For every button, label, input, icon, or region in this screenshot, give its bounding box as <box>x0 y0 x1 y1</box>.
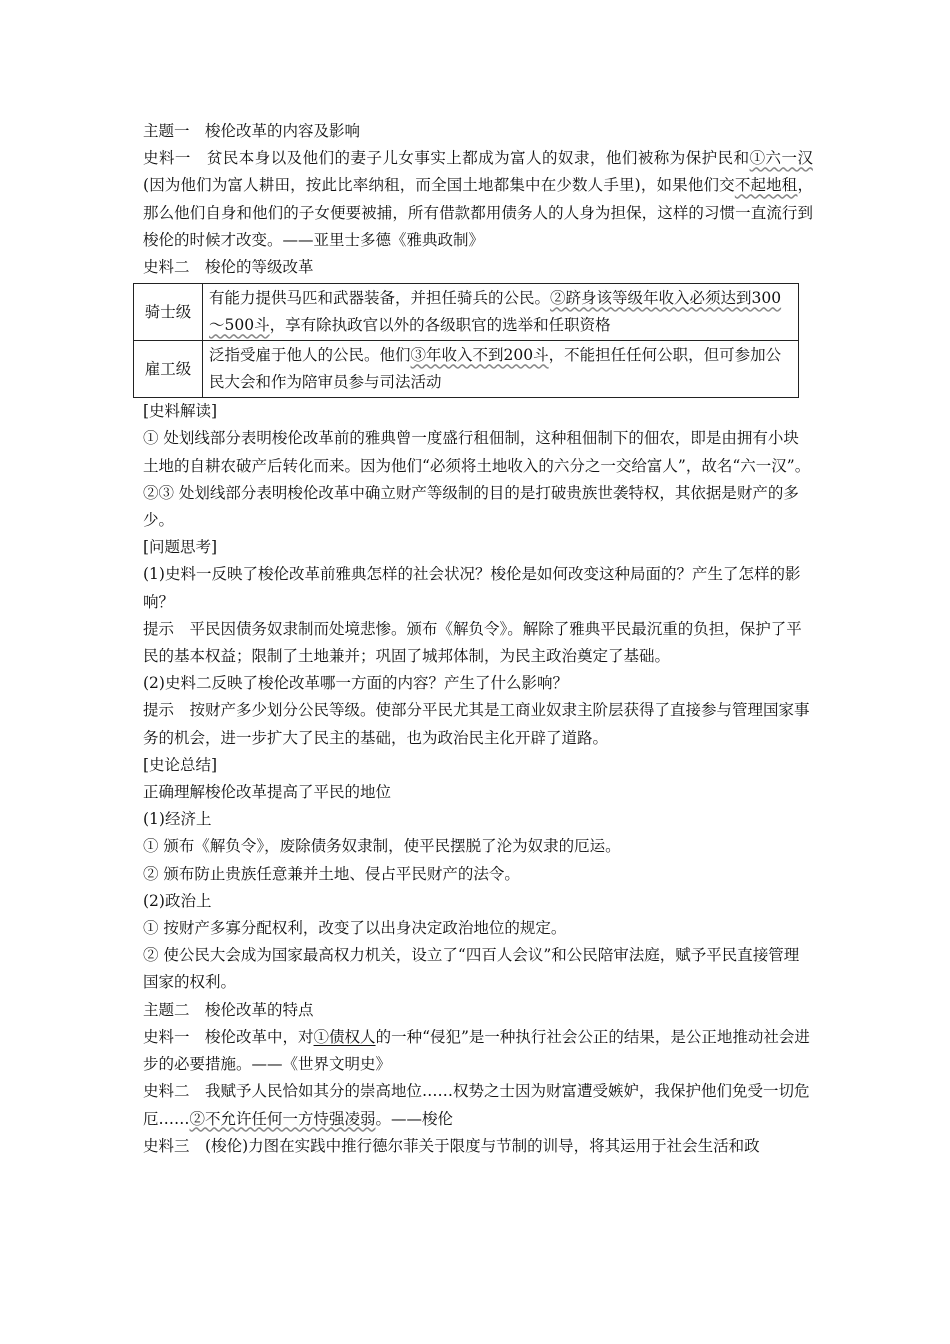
question-1: (1)史料一反映了梭伦改革前雅典怎样的社会状况？梭伦是如何改变这种局面的？产生了怎样的影响？ <box>143 565 801 611</box>
topic2-title: 主题二 梭伦改革的特点 <box>143 1000 314 1019</box>
interpretation-heading: [史料解读] <box>143 402 218 421</box>
summary-pol-2: ② 使公民大会成为国家最高权力机关，设立了“四百人会议”和公民陪审法庭，赋予平民直接管理国家的权利。 <box>143 946 800 992</box>
topic1-source2-heading: 史料二 梭伦的等级改革 <box>143 258 314 277</box>
level-cell: 骑士级 <box>134 284 203 341</box>
summary-heading: [史论总结] <box>143 755 218 774</box>
underlined-income-knight: ②跻身该等级年收入必须达到300～500斗 <box>209 289 782 335</box>
table-row <box>134 341 799 398</box>
interpretation-p1: ① 处划线部分表明梭伦改革前的雅典曾一度盛行租佃制，这种租佃制下的佃农，即是由拥有小块土地的自耕农破产后转化而来。因为他们“必须将土地收入的六分之一交给富人”，故名“六一汉”。 <box>143 429 811 475</box>
underlined-no-bullying: ②不允许任何一方恃强凌弱 <box>189 1109 376 1128</box>
question-2: (2)史料二反映了梭伦改革哪一方面的内容？产生了什么影响？ <box>143 674 568 693</box>
answer-2: 提示 按财产多少划分公民等级。使部分平民尤其是工商业奴隶主阶层获得了直接参与管理国家事务的机会，进一步扩大了民主的基础，也为政治民主化开辟了道路。 <box>143 701 810 747</box>
underlined-rent: 不起地租 <box>734 176 798 195</box>
topic2-source1: 史料一 梭伦改革中，对①债权人的一种“侵犯”是一种执行社会公正的结果，是公正地推动社会进步的必要措施。——《世界文明史》 <box>143 1027 810 1074</box>
answer-1: 提示 平民因债务奴隶制而处境悲惨。颁布《解负令》。解除了雅典平民最沉重的负担，保护了平民的基本权益；限制了土地兼并；巩固了城邦体制，为民主政治奠定了基础。 <box>143 619 802 666</box>
level-cell: 雇工级 <box>134 341 203 398</box>
questions-heading: [问题思考] <box>143 538 218 557</box>
topic1-source1: 史料一 贫民本身以及他们的妻子儿女事实上都成为富人的奴隶，他们被称为保护民和①六一汉(因为他们为富人耕田，按此比率纳租，而全国土地都集中在少数人手里)，如果他们交不起地租，那么他们自身和他们的子女便要被捕，所有借款都用债务人的人身为担保，这样的习惯一直流行到梭伦的时候才改变。——亚里士多德《雅典政制》 <box>143 149 813 249</box>
interpretation-p2: ②③ 处划线部分表明梭伦改革中确立财产等级制的目的是打破贵族世袭特权，其依据是财产的多少。 <box>143 483 799 530</box>
summary-pol-1: ① 按财产多寡分配权利，改变了以出身决定政治地位的规定。 <box>143 919 567 938</box>
document-page <box>143 118 813 1160</box>
underlined-income-laborer: ③年收入不到200斗 <box>410 346 549 365</box>
source-label: 史料一 <box>143 149 191 168</box>
table-row <box>134 284 799 341</box>
summary-econ-1: ① 颁布《解负令》，废除债务奴隶制，使平民摆脱了沦为奴隶的厄运。 <box>143 837 621 856</box>
topic2-source2: 史料二 我赋予人民恰如其分的崇高地位……权势之士因为财富遭受嫉妒，我保护他们免受一切危厄……②不允许任何一方恃强凌弱。——梭伦 <box>143 1082 810 1128</box>
class-reform-table <box>133 283 799 398</box>
description-cell: 泛指受雇于他人的公民。他们③年收入不到200斗，不能担任任何公职，但可参加公民大会和作为陪审员参与司法活动 <box>203 341 799 398</box>
summary-econ: (1)经济上 <box>143 810 212 829</box>
topic2-source3: 史料三 (梭伦)力图在实践中推行德尔菲关于限度与节制的训导，将其运用于社会生活和政 <box>143 1136 760 1155</box>
underlined-six-one-han: ①六一汉 <box>749 149 813 168</box>
summary-econ-2: ② 颁布防止贵族任意兼并土地、侵占平民财产的法令。 <box>143 864 520 883</box>
summary-pol: (2)政治上 <box>143 891 212 910</box>
summary-title: 正确理解梭伦改革提高了平民的地位 <box>143 783 392 802</box>
description-cell: 有能力提供马匹和武器装备，并担任骑兵的公民。②跻身该等级年收入必须达到300～500斗，享有除执政官以外的各级职官的选举和任职资格 <box>203 284 799 341</box>
topic1-title: 主题一 梭伦改革的内容及影响 <box>143 122 361 140</box>
underlined-creditor: ①债权人 <box>313 1027 376 1046</box>
